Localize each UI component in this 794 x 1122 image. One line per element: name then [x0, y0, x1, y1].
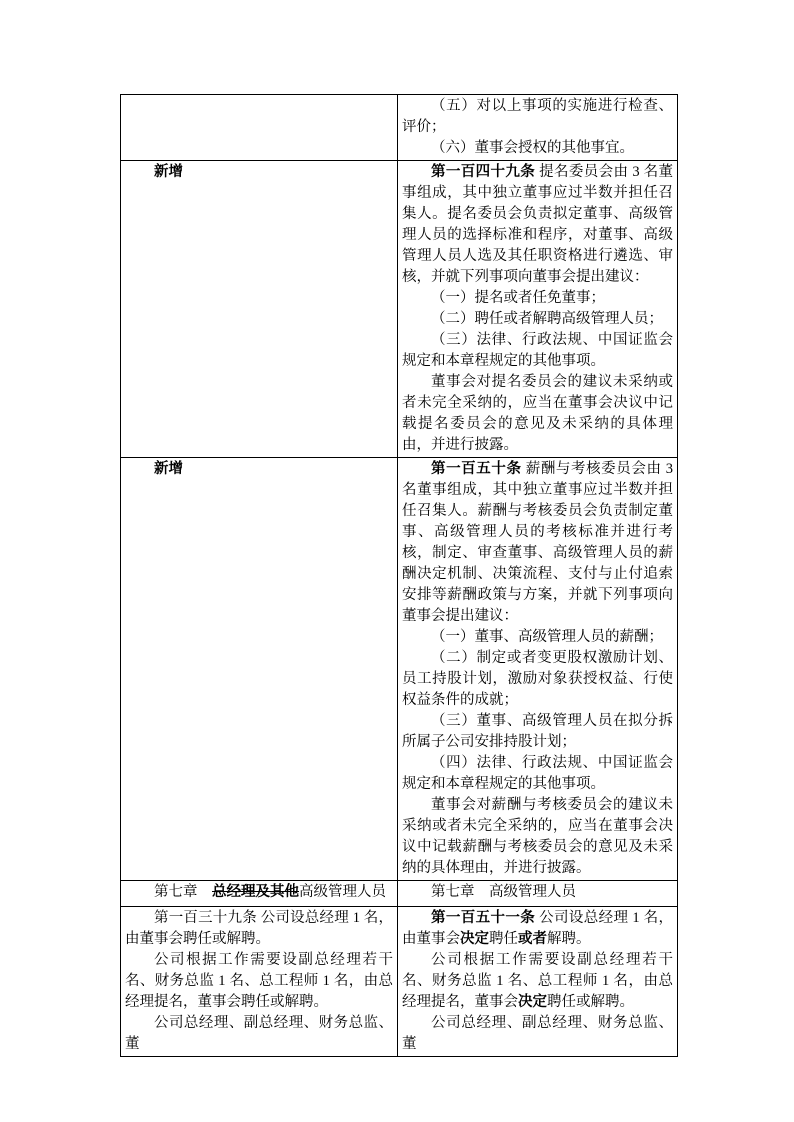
paragraph	[402, 950, 673, 1013]
paragraph	[402, 795, 673, 879]
old-version-cell	[121, 907, 398, 1057]
emphasized-text: 决定	[460, 931, 489, 947]
text-segment: 高级管理人员	[299, 884, 386, 900]
old-version-cell	[121, 161, 398, 458]
table-row	[121, 881, 678, 907]
paragraph	[125, 1013, 393, 1055]
text-segment: 董事会对提名委员会的建议未采纳或者未完全采纳的，应当在董事会决议中记载提名委员会的意见及未采纳的具体理由，并进行披露。	[402, 374, 673, 453]
paragraph	[402, 908, 673, 950]
text-segment: （二）制定或者变更股权激励计划、员工持股计划，激励对象获授权益、行使权益条件的成就；	[402, 650, 673, 708]
text-segment: 董事会对薪酬与考核委员会的建议未采纳或者未完全采纳的，应当在董事会决议中记载薪酬与考核委员会的意见及未采纳的具体理由，并进行披露。	[402, 797, 673, 876]
text-segment: （四）法律、行政法规、中国证监会规定和本章程规定的其他事项。	[402, 755, 673, 792]
paragraph	[402, 138, 673, 159]
text-segment: 解聘。	[547, 931, 591, 947]
emphasized-text: 决定	[518, 994, 547, 1010]
paragraph	[402, 330, 673, 372]
paragraph	[125, 459, 393, 480]
text-segment: 聘任或解聘。	[547, 994, 634, 1010]
table-row	[121, 907, 678, 1057]
paragraph	[402, 753, 673, 795]
paragraph	[402, 288, 673, 309]
paragraph	[402, 162, 673, 288]
paragraph	[402, 96, 673, 138]
text-segment: （一）提名或者任免董事；	[431, 290, 605, 306]
paragraph	[402, 1013, 673, 1055]
text-segment: 公司总经理、副总经理、财务总监、董	[402, 1015, 673, 1052]
text-segment: 第七章	[154, 884, 212, 900]
table-row	[121, 95, 678, 161]
text-segment: 提名委员会由 3 名董事组成，其中独立董事应过半数并担任召集人。提名委员会负责拟定董事、高级管理人员的选择标准和程序，对董事、高级管理人员人选及其任职资格进行遴选、审核，并就下列事项向董事会提出建议：	[402, 164, 673, 285]
paragraph	[402, 648, 673, 711]
text-segment: （五）对以上事项的实施进行检查、评价；	[402, 98, 673, 135]
paragraph	[125, 908, 393, 950]
paragraph	[125, 162, 393, 183]
old-version-cell	[121, 881, 398, 907]
emphasized-text: 第一百四十九条	[431, 164, 536, 180]
table-row	[121, 161, 678, 458]
new-version-cell	[398, 161, 678, 458]
text-segment: 薪酬与考核委员会由 3 名董事组成，其中独立董事应过半数并担任召集人。薪酬与考核委员会负责制定董事、高级管理人员的考核标准并进行考核，制定、审查董事、高级管理人员的薪酬决定机制、决策流程、支付与止付追索安排等薪酬政策与方案，并就下列事项向董事会提出建议：	[402, 461, 674, 624]
text-segment: 公司根据工作需要设副总经理若干名、财务总监 1 名、总工程师 1 名，由总经理提名，董事会	[402, 952, 673, 1010]
emphasized-text: 新增	[154, 164, 183, 180]
text-segment: 第七章 高级管理人员	[431, 884, 576, 900]
text-segment: 第一百三十九条 公司设总经理 1 名，由董事会聘任或解聘。	[125, 910, 393, 947]
new-version-cell	[398, 881, 678, 907]
emphasized-text: 第一百五十条	[431, 461, 522, 477]
paragraph	[402, 309, 673, 330]
text-segment: （三）董事、高级管理人员在拟分拆所属子公司安排持股计划；	[402, 713, 673, 750]
text-segment: 公司设总经理 1 名，由董事会	[402, 910, 673, 947]
emphasized-text: 第一百五十一条	[431, 910, 536, 926]
deleted-text: 总经理及其他	[212, 884, 299, 900]
new-version-cell	[398, 907, 678, 1057]
text-segment: （六）董事会授权的其他事宜。	[431, 140, 634, 156]
emphasized-text: 新增	[154, 461, 183, 477]
table-body	[121, 95, 678, 1057]
paragraph	[402, 372, 673, 456]
old-version-cell	[121, 95, 398, 161]
text-segment: （二）聘任或者解聘高级管理人员；	[431, 311, 663, 327]
text-segment: 公司总经理、副总经理、财务总监、董	[125, 1015, 393, 1052]
text-segment: （一）董事、高级管理人员的薪酬；	[431, 629, 663, 645]
text-segment: 公司根据工作需要设副总经理若干名、财务总监 1 名、总工程师 1 名，由总经理提名，董事会聘任或解聘。	[125, 952, 393, 1010]
old-version-cell	[121, 458, 398, 881]
table-row	[121, 458, 678, 881]
new-version-cell	[398, 458, 678, 881]
paragraph	[125, 950, 393, 1013]
new-version-cell	[398, 95, 678, 161]
paragraph	[402, 882, 673, 903]
paragraph	[402, 711, 673, 753]
paragraph	[402, 459, 673, 627]
amendment-comparison-table	[120, 94, 678, 1057]
text-segment: 聘任	[489, 931, 518, 947]
paragraph	[402, 627, 673, 648]
emphasized-text: 或者	[518, 931, 547, 947]
paragraph	[125, 882, 393, 903]
text-segment: （三）法律、行政法规、中国证监会规定和本章程规定的其他事项。	[402, 332, 673, 369]
